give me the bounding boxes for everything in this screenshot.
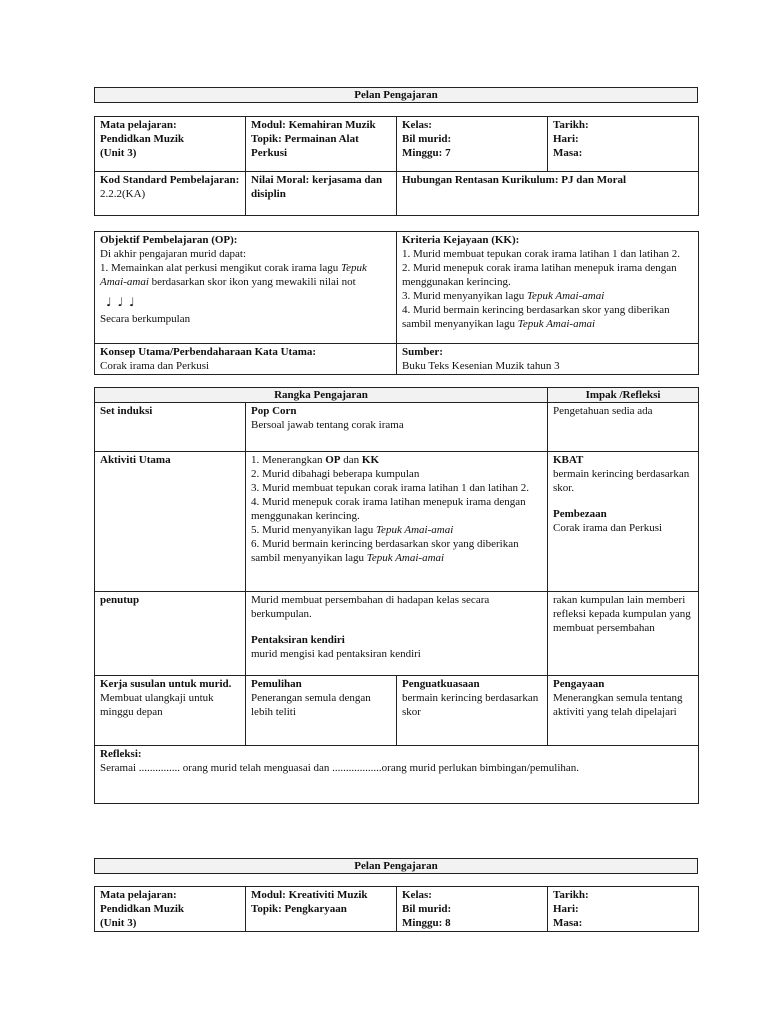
unit-value: (Unit 3) [100,147,137,159]
konsep-cell [95,344,397,375]
nilai-cell [246,172,397,216]
akt-item6 [251,537,542,565]
objectives-table [94,231,699,375]
pemulihan-value: Penerangan semula dengan lebih teliti [251,692,371,718]
hubungan-cell [397,172,699,216]
tarikh-label: Tarikh: [553,119,589,131]
akt-item1-and: dan [340,454,362,466]
hari-label: Hari: [553,133,579,145]
akt-item1-op: OP [325,454,341,466]
plan2-subject-value: Pendidkan Muzik [100,903,185,915]
pentaksiran-value: murid mengisi kad pentaksiran kendiri [251,648,421,660]
konsep-value: Corak irama dan Perkusi [100,360,210,372]
plan2-mata-pelajaran-label: Mata pelajaran: [100,889,177,901]
pengayaan-heading: Pengayaan [553,678,605,690]
kk-item2: 2. Murid menepuk corak irama latihan menepuk irama dengan menggunakan kerincing. [402,262,677,288]
plan2-unit-value: (Unit 3) [100,917,137,929]
bil-murid-label: Bil murid: [402,133,452,145]
plan2-modul-value: Modul: Kreativiti Muzik [251,889,368,901]
pop-corn-heading: Pop Corn [251,405,297,417]
akt-item4: 4. Murid menepuk corak irama latihan menepuk irama dengan menggunakan kerincing. [251,496,526,522]
pentaksiran-heading: Pentaksiran kendiri [251,634,345,646]
set-induksi-content [246,403,548,452]
sumber-heading: Sumber: [402,346,443,358]
set-induksi-label: Set induksi [95,403,246,452]
plan2-title: Pelan Pengajaran [95,859,698,874]
sumber-cell [397,344,699,375]
mata-pelajaran-label: Mata pelajaran: [100,119,177,131]
plan2-hari-label: Hari: [553,903,579,915]
pemulihan-cell [246,676,397,746]
sumber-value: Buku Teks Kesenian Muzik tahun 3 [402,360,560,372]
kbat-value: bermain kerincing berdasarkan skor. [553,468,690,494]
kerja-susulan-value: Membuat ulangkaji untuk minggu depan [100,692,214,718]
plan2-modul-cell [246,887,397,932]
penutup-label: penutup [95,592,246,676]
op-item2: Secara berkumpulan [100,313,191,325]
pop-corn-desc: Bersoal jawab tentang corak irama [251,419,404,431]
akt-item3: 3. Murid membuat tepukan corak irama latihan 1 dan latihan 2. [251,482,529,494]
op-intro: Di akhir pengajaran murid dapat: [100,248,247,260]
pengayaan-cell [548,676,699,746]
modul-cell [246,117,397,172]
kerja-susulan-cell [95,676,246,746]
akt-item6-text: 6. Murid bermain kerincing berdasarkan skor yang diberikan sambil menyanyikan lagu [251,538,519,564]
rangka-table [94,387,699,804]
aktiviti-impak [548,452,699,592]
plan2-tarikh-cell [548,887,699,932]
refleksi-heading: Refleksi: [100,748,142,760]
pengukuhan-cell [397,676,548,746]
op-heading: Objektif Pembelajaran (OP): [100,234,238,246]
op-item1 [100,261,391,289]
impak-heading: Impak /Refleksi [548,388,699,403]
kk-item3-text: 3. Murid menyanyikan lagu [402,290,527,302]
subject-cell [95,117,246,172]
kk-item4-text: 4. Murid bermain kerincing berdasarkan skor yang diberikan sambil menyanyikan lagu [402,304,670,330]
subject-value: Pendidkan Muzik [100,133,185,145]
plan1-title: Pelan Pengajaran [95,88,698,103]
plan2-tarikh-label: Tarikh: [553,889,589,901]
op-item1-text: 1. Memainkan alat perkusi mengikut corak irama lagu [100,262,339,274]
kelas-cell [397,117,548,172]
op-cell [95,232,397,344]
plan2-bil-murid-label: Bil murid: [402,903,452,915]
minggu-value: Minggu: 7 [402,147,451,159]
modul-value: Modul: Kemahiran Muzik [251,119,376,131]
set-induksi-impak: Pengetahuan sedia ada [548,403,699,452]
akt-item5-song: Tepuk Amai-amai [375,524,454,536]
rangka-heading: Rangka Pengajaran [95,388,548,403]
kk-item3-song: Tepuk Amai-amai [526,290,605,302]
plan2-kelas-label: Kelas: [402,889,432,901]
kbat-heading: KBAT [553,454,584,466]
kk-item4-song: Tepuk Amai-amai [517,318,596,330]
kk-item4 [402,303,693,331]
akt-item1-text: 1. Menerangkan [251,454,326,466]
aktiviti-utama-label: Aktiviti Utama [95,452,246,592]
pembezaan-heading: Pembezaan [553,508,607,520]
refleksi-cell [95,746,699,804]
penutup-desc: Murid membuat persembahan di hadapan kelas secara berkumpulan. [251,594,490,620]
nilai-moral-value: Nilai Moral: kerjasama dan disiplin [251,174,383,200]
plan2-title-table [94,858,698,874]
aktiviti-utama-content [246,452,548,592]
penutup-impak: rakan kumpulan lain memberi refleksi kepada kumpulan yang membuat persembahan [548,592,699,676]
kod-value: 2.2.2(KA) [100,188,146,200]
akt-item1-kk: KK [361,454,380,466]
pengukuhan-heading: Penguatkuasaan [402,678,480,690]
kod-standard-label: Kod Standard Pembelajaran: [100,174,240,186]
plan1-info-table [94,116,699,216]
op-item1-song: Tepuk Amai-amai [100,262,367,288]
music-notes-icon: ♩ ♩ ♩ [106,295,136,309]
refleksi-value: Seramai ............... orang murid telah menguasai dan ..................orang murid perlukan bimbingan/pemulihan. [100,762,580,774]
kerja-susulan-heading: Kerja susulan untuk murid. [100,678,232,690]
kk-cell [397,232,699,344]
akt-item6-song: Tepuk Amai-amai [366,552,445,564]
pengayaan-value: Menerangkan semula tentang aktiviti yang telah dipelajari [553,692,683,718]
plan2-info-table [94,886,699,932]
tarikh-cell [548,117,699,172]
akt-item2: 2. Murid dibahagi beberapa kumpulan [251,468,420,480]
plan2-subject-cell [95,887,246,932]
akt-item5-text: 5. Murid menyanyikan lagu [251,524,376,536]
topik-value: Topik: Permainan Alat Perkusi [251,133,359,159]
pembezaan-value: Corak irama dan Perkusi [553,522,663,534]
konsep-heading: Konsep Utama/Perbendaharaan Kata Utama: [100,346,317,358]
plan2-kelas-cell [397,887,548,932]
penutup-content [246,592,548,676]
plan1-title-table [94,87,698,103]
plan2-minggu-value: Minggu: 8 [402,917,451,929]
kod-cell [95,172,246,216]
akt-item1 [251,453,542,467]
akt-item5 [251,523,542,537]
masa-label: Masa: [553,147,583,159]
op-item1-rest: berdasarkan skor ikon yang mewakili nilai not [148,276,356,288]
kk-item1: 1. Murid membuat tepukan corak irama latihan 1 dan latihan 2. [402,248,680,260]
plan2-topik-value: Topik: Pengkaryaan [251,903,347,915]
pengukuhan-value: bermain kerincing berdasarkan skor [402,692,539,718]
kk-item3 [402,289,693,303]
plan2-masa-label: Masa: [553,917,583,929]
hubungan-value: Hubungan Rentasan Kurikulum: PJ dan Moral [402,174,627,186]
kelas-label: Kelas: [402,119,432,131]
pemulihan-heading: Pemulihan [251,678,302,690]
kk-heading: Kriteria Kejayaan (KK): [402,234,520,246]
